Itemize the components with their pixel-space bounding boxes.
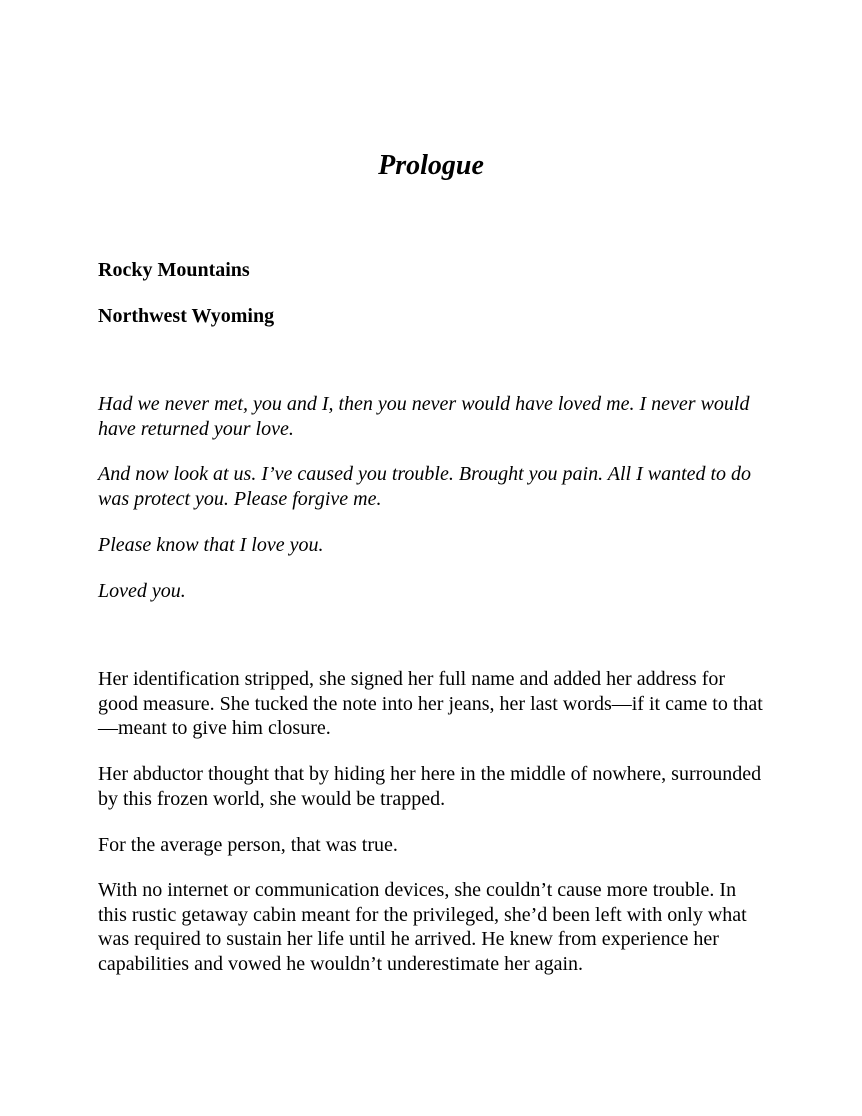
note-paragraph: Loved you. [98,580,186,602]
location-line-1: Rocky Mountains [98,259,250,281]
body-paragraph: With no internet or communication devices, she couldn’t cause more trouble. In this rustic getaway cabin meant for the privileged, she’d been left with only what was required to sustain her life until he arrived. He knew from experience her capabilities and vowed he wouldn’t underestimate her again. [98,879,747,975]
body-paragraph: For the average person, that was true. [98,834,398,856]
note-paragraph: Please know that I love you. [98,534,324,556]
body-paragraph: Her abductor thought that by hiding her here in the middle of nowhere, surrounded by this frozen world, she would be trapped. [98,763,762,810]
body-paragraph: Her identification stripped, she signed her full name and added her address for good measure. She tucked the note into her jeans, her last words—if it came to that—meant to give him closure. [98,668,763,739]
note-paragraph: And now look at us. I’ve caused you trouble. Brought you pain. All I wanted to do was protect you. Please forgive me. [98,463,752,510]
location-line-2: Northwest Wyoming [98,305,275,327]
note-paragraph: Had we never met, you and I, then you never would have loved me. I never would have returned your love. [98,393,750,440]
chapter-title: Prologue [378,150,484,181]
